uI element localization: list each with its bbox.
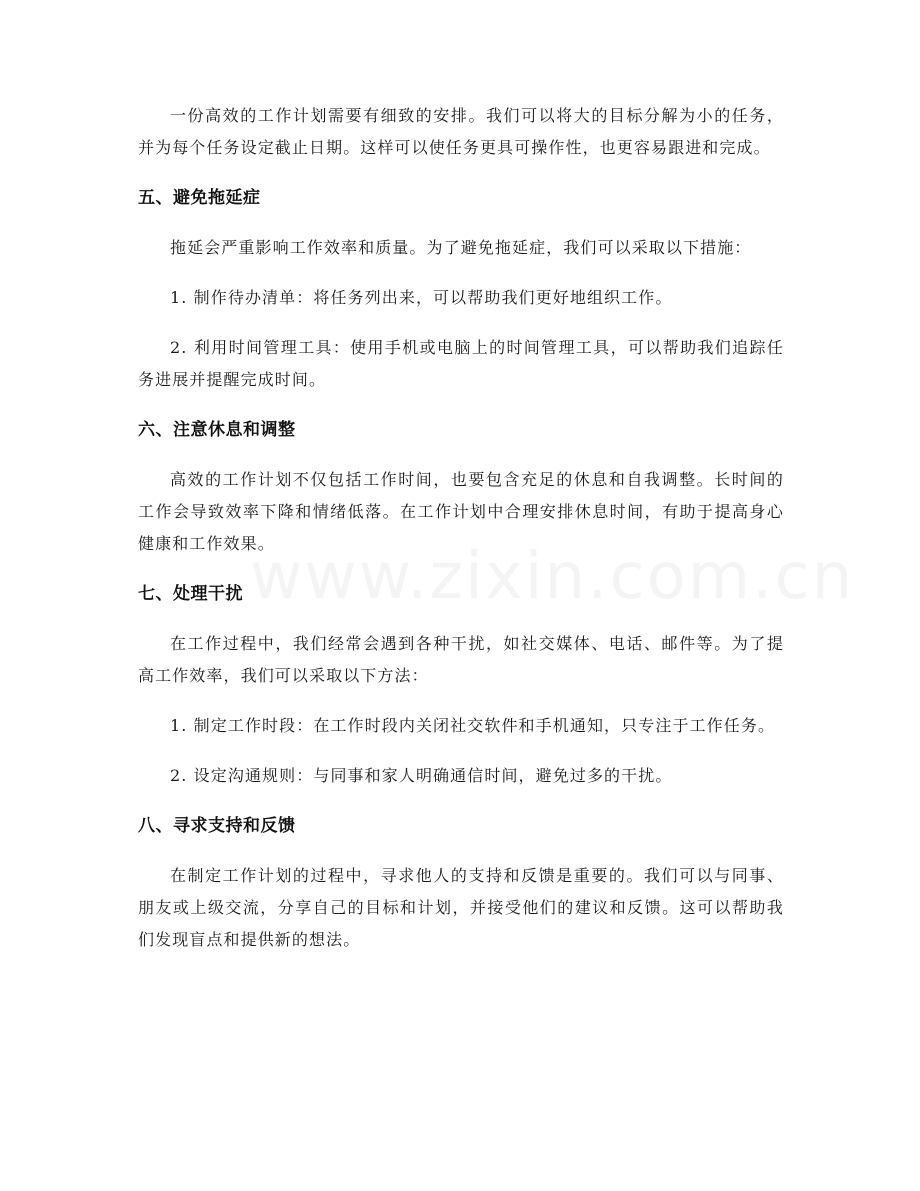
- section-heading-6: 六、注意休息和调整: [138, 420, 296, 440]
- paragraph-procrastination-intro: 拖延会严重影响工作效率和质量。为了避免拖延症，我们可以采取以下措施：: [170, 238, 752, 257]
- list-item-work-periods: 1. 制定工作时段：在工作时段内关闭社交软件和手机通知，只专注于工作任务。: [170, 716, 776, 735]
- section-heading-7: 七、处理干扰: [138, 584, 243, 604]
- list-item-todo-list: 1. 制作待办清单：将任务列出来，可以帮助我们更好地组织工作。: [170, 288, 673, 307]
- paragraph-interruptions-intro: 在工作过程中，我们经常会遇到各种干扰，如社交媒体、电话、邮件等。为了提高工作效率，我们可以采取以下方法：: [138, 634, 784, 685]
- paragraph-support-feedback: 在制定工作计划的过程中，寻求他人的支持和反馈是重要的。我们可以与同事、朋友或上级交流，分享自己的目标和计划，并接受他们的建议和反馈。这可以帮助我们发现盲点和提供新的想法。: [138, 866, 784, 949]
- paragraph-task-breakdown: 一份高效的工作计划需要有细致的安排。我们可以将大的目标分解为小的任务，并为每个任务设定截止日期。这样可以使任务更具可操作性，也更容易跟进和完成。: [138, 106, 784, 157]
- paragraph-rest-adjust: 高效的工作计划不仅包括工作时间，也要包含充足的休息和自我调整。长时间的工作会导致效率下降和情绪低落。在工作计划中合理安排休息时间，有助于提高身心健康和工作效果。: [138, 470, 784, 553]
- section-heading-8: 八、寻求支持和反馈: [138, 816, 296, 836]
- list-item-communication-rules: 2. 设定沟通规则：与同事和家人明确通信时间，避免过多的干扰。: [170, 766, 673, 785]
- list-item-time-tools: 2. 利用时间管理工具：使用手机或电脑上的时间管理工具，可以帮助我们追踪任务进展并提醒完成时间。: [138, 338, 784, 389]
- section-heading-5: 五、避免拖延症: [138, 188, 261, 208]
- document-body: [138, 100, 784, 956]
